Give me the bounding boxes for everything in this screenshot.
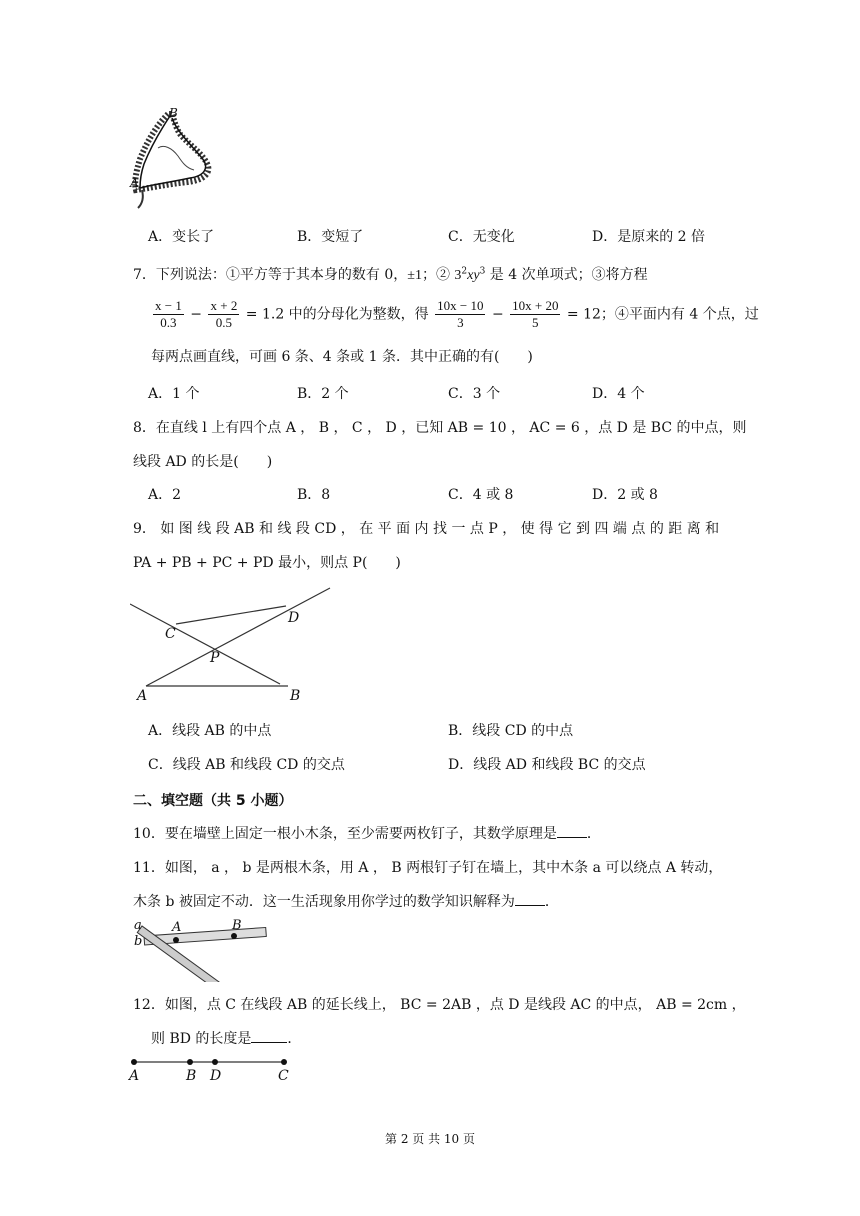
q7-option-b[interactable]: B．2 个 bbox=[297, 386, 349, 402]
q7-xy: xy bbox=[467, 268, 480, 283]
q11-sticks-figure bbox=[130, 916, 270, 982]
q7-eq2: = 12；④平面内有 4 个点，过 bbox=[566, 306, 759, 323]
q8-option-d[interactable]: D．2 或 8 bbox=[592, 487, 658, 503]
q12-line2 bbox=[151, 1028, 301, 1048]
q7-mid: ；② bbox=[421, 267, 455, 283]
q12-text2: 则 BD 的长度是 bbox=[151, 1031, 252, 1047]
q6-label-b: B bbox=[169, 106, 178, 120]
q11-end: ． bbox=[544, 894, 559, 910]
q7-pm1: ±1 bbox=[407, 268, 422, 283]
q7-line2 bbox=[151, 298, 759, 331]
q6-label-a: A bbox=[130, 176, 139, 190]
q12-point-b bbox=[187, 1059, 193, 1065]
q8-line1: 8．在直线 l 上有四个点 A ， B ， C ， D ，已知 AB = 10 ， AC = 6 ，点 D 是 BC 的中点，则 bbox=[133, 420, 747, 436]
q11-nail-a bbox=[173, 937, 179, 943]
q7-suffix: 是 4 次单项式；③将方程 bbox=[485, 267, 648, 283]
q8-option-b[interactable]: B．8 bbox=[297, 487, 331, 503]
q7-frac2-num: x + 2 bbox=[210, 298, 238, 313]
q9-label-d: D bbox=[288, 610, 300, 626]
q7-frac3 bbox=[435, 298, 485, 331]
q6-option-a[interactable]: A．变长了 bbox=[148, 229, 215, 245]
page-footer: 第 2 页 共 10 页 bbox=[385, 1132, 475, 1146]
q7-frac3-num: 10x − 10 bbox=[437, 298, 484, 313]
q7-option-d[interactable]: D．4 个 bbox=[592, 386, 645, 402]
q9-line2: PA + PB + PC + PD 最小，则点 P( ) bbox=[133, 555, 401, 571]
q9-label-p: P bbox=[210, 650, 220, 666]
q10-end: ． bbox=[586, 826, 601, 842]
q9-label-b: B bbox=[290, 688, 301, 704]
q11-label-b-small: b bbox=[134, 934, 143, 949]
q6-rope-figure bbox=[128, 104, 218, 212]
q7-option-c[interactable]: C．3 个 bbox=[448, 386, 501, 402]
q9-segment-cd bbox=[176, 606, 286, 624]
q7-term: 3 bbox=[454, 268, 462, 283]
q11-nail-b bbox=[231, 933, 237, 939]
q11-label-a-small: a bbox=[134, 918, 142, 933]
q12-end: ． bbox=[287, 1031, 302, 1047]
q10-line bbox=[133, 823, 601, 843]
q12-label-d: D bbox=[210, 1068, 222, 1084]
q7-eq1: = 1.2 中的分母化为整数，得 bbox=[245, 306, 429, 323]
q7-frac4 bbox=[510, 298, 560, 331]
q7-line3: 每两点画直线，可画 6 条、4 条或 1 条．其中正确的有( ) bbox=[151, 349, 533, 365]
q7-frac2-den: 0.5 bbox=[215, 315, 233, 330]
q7-frac4-den: 5 bbox=[532, 315, 539, 330]
q11-line2 bbox=[133, 891, 559, 911]
q12-line1: 12．如图，点 C 在线段 AB 的延长线上， BC = 2AB ，点 D 是线段 AC 的中点， AB = 2cm ， bbox=[133, 997, 746, 1013]
q7-frac1 bbox=[153, 298, 184, 331]
q9-figure bbox=[130, 584, 340, 706]
q12-point-d bbox=[212, 1059, 218, 1065]
q7-option-a[interactable]: A．1 个 bbox=[148, 386, 200, 402]
q7-prefix: 7．下列说法：①平方等于其本身的数有 0， bbox=[133, 267, 408, 283]
section-fill-in-title: 二、填空题（共 5 小题） bbox=[133, 793, 293, 809]
q6-option-d[interactable]: D．是原来的 2 倍 bbox=[592, 229, 706, 245]
q7-frac4-num: 10x + 20 bbox=[512, 298, 559, 313]
q7-frac1-num: x − 1 bbox=[155, 298, 182, 313]
q12-point-c bbox=[281, 1059, 287, 1065]
q7-line1 bbox=[133, 264, 648, 284]
q9-segment-line1 bbox=[130, 604, 280, 684]
q7-frac2 bbox=[208, 298, 239, 331]
q11-label-a: A bbox=[172, 920, 182, 935]
q9-label-c: C bbox=[165, 626, 176, 642]
q9-option-d[interactable]: D．线段 AD 和线段 BC 的交点 bbox=[448, 757, 646, 773]
q9-label-a: A bbox=[137, 688, 148, 704]
q7-minus2: − bbox=[491, 306, 504, 323]
q12-label-c: C bbox=[278, 1068, 289, 1084]
q12-answer-blank[interactable] bbox=[251, 1030, 287, 1043]
q7-frac3-den: 3 bbox=[457, 315, 464, 330]
q9-option-a[interactable]: A．线段 AB 的中点 bbox=[148, 723, 272, 739]
q8-option-a[interactable]: A．2 bbox=[148, 487, 182, 503]
q6-option-c[interactable]: C．无变化 bbox=[448, 229, 515, 245]
q9-option-b[interactable]: B．线段 CD 的中点 bbox=[448, 723, 574, 739]
q10-answer-blank[interactable] bbox=[557, 825, 587, 838]
q7-sup3: 3 bbox=[479, 266, 486, 277]
q8-line2: 线段 AD 的长是( ) bbox=[133, 454, 273, 470]
q12-point-a bbox=[131, 1059, 137, 1065]
q11-text2: 木条 b 被固定不动．这一生活现象用你学过的数学知识解释为 bbox=[133, 894, 515, 910]
q11-label-b: B bbox=[232, 918, 242, 933]
q10-text: 10．要在墙壁上固定一根小木条，至少需要两枚钉子，其数学原理是 bbox=[133, 826, 557, 842]
q9-line1: 9． 如 图 线 段 AB 和 线 段 CD ， 在 平 面 内 找 一 点 P ， 使 得 它 到 四 端 点 的 距 离 和 bbox=[133, 521, 720, 537]
q7-frac1-den: 0.3 bbox=[160, 315, 177, 330]
q11-line1: 11．如图， a ， b 是两根木条，用 A ， B 两根钉子钉在墙上，其中木条 a 可以绕点 A 转动， bbox=[133, 860, 723, 876]
q12-label-a: A bbox=[129, 1068, 140, 1084]
q8-option-c[interactable]: C．4 或 8 bbox=[448, 487, 514, 503]
q7-sup2: 2 bbox=[461, 266, 468, 277]
q12-label-b: B bbox=[186, 1068, 197, 1084]
q9-option-c[interactable]: C．线段 AB 和线段 CD 的交点 bbox=[148, 757, 345, 773]
q7-minus1: − bbox=[190, 306, 203, 323]
q11-answer-blank[interactable] bbox=[515, 893, 545, 906]
q6-option-b[interactable]: B．变短了 bbox=[297, 229, 364, 245]
